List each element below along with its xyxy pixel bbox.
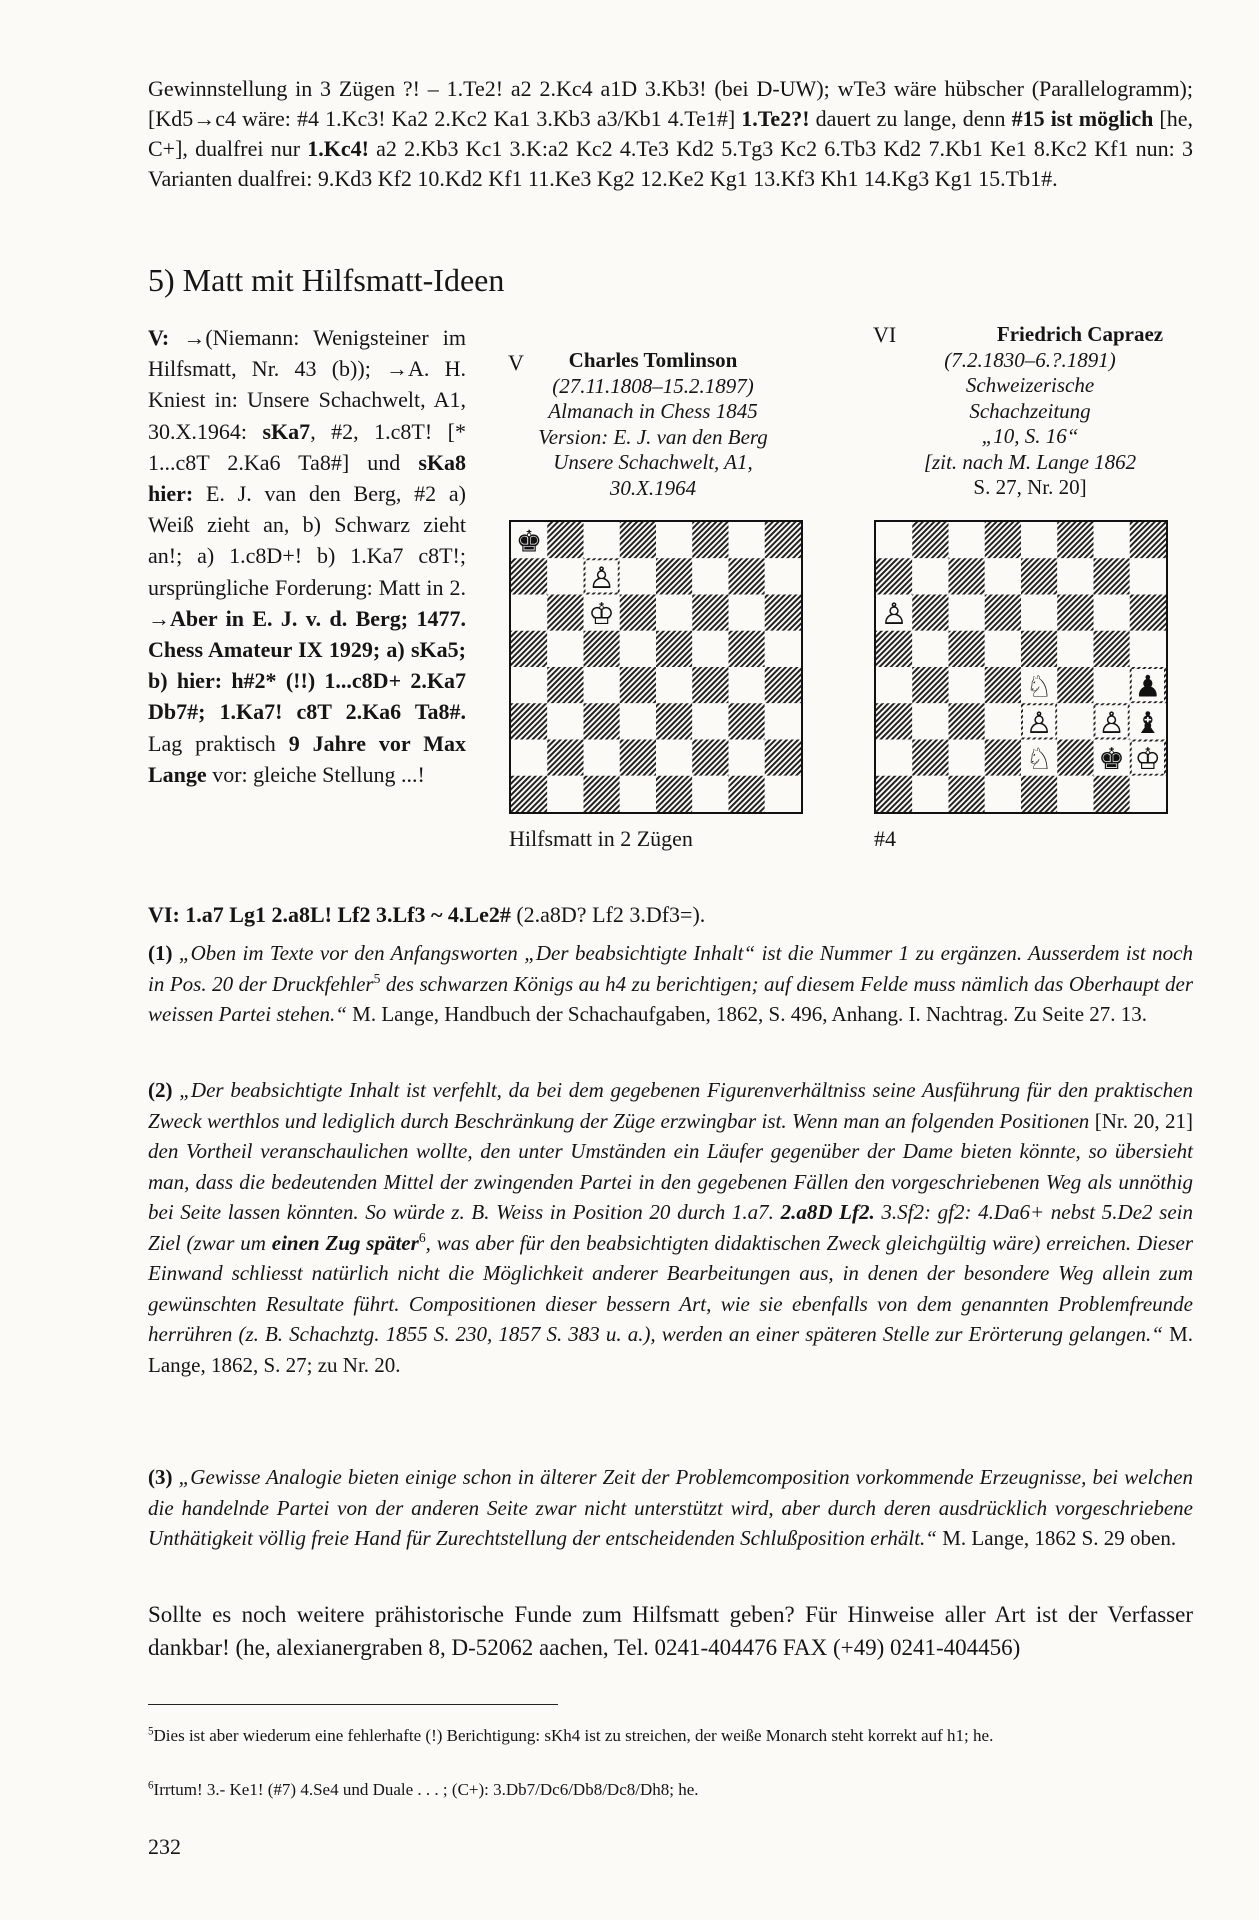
white-knight-e4: ♘ (1025, 669, 1053, 705)
diagram-v-header: Charles Tomlinson (27.11.1808–15.2.1897) Almanach in Chess 1845 Version: E. J. van den Berg Unsere Schachwelt, A1, 30.X.1964 (538, 348, 768, 500)
light-square (876, 740, 912, 776)
light-square (584, 740, 620, 776)
dark-square (949, 558, 985, 594)
light-square (656, 595, 692, 631)
diagram-v-stipulation: Hilfsmatt in 2 Zügen (509, 826, 693, 851)
dark-square (765, 667, 801, 703)
closing-paragraph: Sollte es noch weitere prähistorische Funde zum Hilfsmatt geben? Für Hinweise aller Art ist der Verfasser dankbar! (he, alexianergraben 8, D-52062 aachen, Tel. 0241-404476 FAX (+49) 0241-404456) (148, 1602, 1193, 1660)
light-square (985, 776, 1021, 812)
vi-solution: VI: 1.a7 Lg1 2.a8L! Lf2 3.Lf3 ~ 4.Le2# (2.a8D? Lf2 3.Df3=). (148, 902, 706, 927)
light-square (547, 776, 583, 812)
diagram-vi-number: VI (873, 322, 897, 347)
light-square (1130, 631, 1166, 667)
light-square (511, 667, 547, 703)
dark-square (1057, 740, 1093, 776)
light-square (1021, 522, 1057, 558)
light-square (656, 522, 692, 558)
white-pawn-e3: ♙ (1025, 705, 1053, 741)
dark-square (511, 776, 547, 812)
light-square (1021, 595, 1057, 631)
light-square (1057, 631, 1093, 667)
dark-square (692, 595, 728, 631)
white-pawn-g3: ♙ (1098, 705, 1125, 741)
dark-square (729, 703, 765, 739)
black-bishop-h3: ♝ (1134, 705, 1162, 741)
dark-square (692, 522, 728, 558)
diagram-vi-stipulation: #4 (874, 826, 896, 851)
light-square (729, 522, 765, 558)
light-square (765, 776, 801, 812)
dark-square (765, 595, 801, 631)
dark-square (765, 740, 801, 776)
light-square (765, 558, 801, 594)
dark-square (1094, 631, 1130, 667)
dark-square (1021, 776, 1057, 812)
light-square (985, 631, 1021, 667)
dark-square (656, 631, 692, 667)
light-square (620, 558, 656, 594)
light-square (985, 703, 1021, 739)
light-square (547, 558, 583, 594)
intro-paragraph: Gewinnstellung in 3 Zügen ?! – 1.Te2! a2 2.Kc4 a1D 3.Kb3! (bei D-UW); wTe3 wäre hübscher (Parallelogramm); [Kd5→c4 wäre: #4 1.Kc3! Ka2 2.Kc2 Ka1 3.Kb3 a3/Kb1 4.Te1#] 1.Te2?! dauert zu lange, denn #15 ist möglich [he, C+], dualfrei nur 1.Kc4! a2 2.Kb3 Kc1 3.K:a2 Kc2 4.Te3 Kd2 5.Tg3 Kc2 6.Tb3 Kd2 7.Kb1 Ke1 8.Kc2 Kf1 nun: 3 Varianten dualfrei: 9.Kd3 Kf2 10.Kd2 Kf1 11.Ke3 Kg2 12.Ke2 Kg1 13.Kf3 Kh1 14.Kg3 Kg1 15.Tb1#. (148, 76, 1194, 191)
dark-square (985, 595, 1021, 631)
light-square (1094, 667, 1130, 703)
white-pawn-a6: ♙ (880, 597, 908, 633)
white-king-h2: ♔ (1134, 742, 1162, 778)
light-square (692, 776, 728, 812)
light-square (620, 703, 656, 739)
light-square (912, 776, 948, 812)
dark-square (584, 776, 620, 812)
chessboard-vi (874, 520, 1168, 814)
dark-square (985, 522, 1021, 558)
dark-square (729, 558, 765, 594)
dark-square (912, 522, 948, 558)
dark-square (584, 703, 620, 739)
light-square (584, 522, 620, 558)
dark-square (692, 740, 728, 776)
dark-square (876, 631, 912, 667)
dark-square (620, 740, 656, 776)
dark-square (511, 703, 547, 739)
light-square (547, 703, 583, 739)
light-square (692, 558, 728, 594)
light-square (765, 703, 801, 739)
light-square (692, 631, 728, 667)
dark-square (876, 703, 912, 739)
light-square (876, 667, 912, 703)
white-king-c6: ♔ (588, 597, 615, 633)
light-square (729, 740, 765, 776)
dark-square (949, 776, 985, 812)
black-pawn-h4: ♟ (1134, 669, 1162, 705)
footnote-6: $^6$Irrtum! 3.- Ke1! (#7) 4.Se4 und Duale . . . ; (C+): 3.Db7/Dc6/Db8/Dc8/Dh8; he. (148, 1779, 699, 1799)
light-square (949, 667, 985, 703)
left-column-text: V: →(Niemann: Wenigsteiner im Hilfsmatt, Nr. 43 (b)); →A. H. Kniest in: Unsere Schachwelt, A1, 30.X.1964: sKa7, #2, 1.c8T! [* 1...c8T 2.Ka6 Ta8#] und sKa8 hier: E. J. van den Berg, #2 a) Weiß zieht an, b) Schwarz zieht an!; a) 1.c8D+! b) 1.Ka7 c8T!; ursprüngliche Forderung: Matt in 2. →Aber in E. J. v. d. Berg; 1477. Chess Amateur IX 1929; a) sKa5; b) hier: h#2* (!!) 1...c8D+ 2.Ka7 Db7#; 1.Ka7! c8T 2.Ka6 Ta8#. Lag praktisch 9 Jahre vor Max Lange vor: gleiche Stellung ...! (148, 325, 467, 787)
light-square (1130, 558, 1166, 594)
light-square (876, 522, 912, 558)
dark-square (985, 740, 1021, 776)
light-square (1057, 776, 1093, 812)
diagram-v-number: V (508, 350, 524, 375)
page-number: 232 (148, 1834, 181, 1859)
light-square (511, 595, 547, 631)
light-square (912, 558, 948, 594)
light-square (729, 667, 765, 703)
dark-square (511, 631, 547, 667)
chessboard-v (509, 520, 803, 814)
dark-square (656, 703, 692, 739)
white-pawn-c7: ♙ (588, 560, 615, 596)
light-square (692, 703, 728, 739)
dark-square (584, 631, 620, 667)
dark-square (620, 522, 656, 558)
footnote-5: $^5$Dies ist aber wiederum eine fehlerhafte (!) Berichtigung: sKh4 ist zu streichen, der weiße Monarch steht korrekt auf h1; he. (148, 1725, 994, 1745)
light-square (1057, 703, 1093, 739)
light-square (547, 631, 583, 667)
dark-square (547, 667, 583, 703)
light-square (1057, 558, 1093, 594)
light-square (1130, 776, 1166, 812)
light-square (1094, 595, 1130, 631)
dark-square (912, 740, 948, 776)
dark-square (620, 595, 656, 631)
diagram-vi-header: Friedrich Capraez (7.2.1830–6.?.1891) Schweizerische Schachzeitung „10, S. 16“ [zit. nach M. Lange 1862 S. 27, Nr. 20] (923, 322, 1164, 499)
dark-square (692, 667, 728, 703)
dark-square (1130, 522, 1166, 558)
dark-square (1057, 595, 1093, 631)
dark-square (729, 631, 765, 667)
light-square (765, 631, 801, 667)
dark-square (1094, 558, 1130, 594)
dark-square (547, 740, 583, 776)
dark-square (1057, 522, 1093, 558)
light-square (912, 631, 948, 667)
dark-square (985, 667, 1021, 703)
dark-square (949, 631, 985, 667)
note-1: (1) „Oben im Texte vor den Anfangsworten „Der beabsichtigte Inhalt“ ist die Nummer 1 zu ergänzen. Ausserdem ist noch in Pos. 20 der Druckfehler$^5$ des schwarzen Königs au h4 zu berichtigen; auf diesem Felde muss nämlich das Oberhaupt der weissen Partei stehen.“ M. Lange, Handbuch der Schachaufgaben, 1862, S. 496, Anhang. I. Nachtrag. Zu Seite 27. 13. (148, 941, 1193, 1026)
light-square (511, 740, 547, 776)
dark-square (656, 776, 692, 812)
light-square (584, 667, 620, 703)
light-square (729, 595, 765, 631)
footnote-rule (148, 1704, 558, 1705)
dark-square (620, 667, 656, 703)
black-king-g2: ♚ (1098, 742, 1125, 778)
dark-square (949, 703, 985, 739)
light-square (949, 740, 985, 776)
bvi-svg (876, 522, 1166, 812)
dark-square (1094, 776, 1130, 812)
dark-square (765, 522, 801, 558)
dark-square (1021, 631, 1057, 667)
dark-square (547, 595, 583, 631)
dark-square (1130, 595, 1166, 631)
bv-svg (511, 522, 801, 812)
dark-square (1021, 558, 1057, 594)
light-square (985, 558, 1021, 594)
dark-square (656, 558, 692, 594)
dark-square (876, 776, 912, 812)
dark-square (547, 522, 583, 558)
light-square (620, 631, 656, 667)
dark-square (1057, 667, 1093, 703)
light-square (949, 522, 985, 558)
dark-square (912, 667, 948, 703)
white-knight-e2: ♘ (1025, 742, 1053, 778)
dark-square (912, 595, 948, 631)
note-3: (3) „Gewisse Analogie bieten einige schon in älterer Zeit der Problemcomposition vorkommende Erzeugnisse, bei welchen die handelnde Partei von der anderen Seite zwar nicht unterstützt wird, aber durch deren ausdrücklich vorgeschriebene Unthätigkeit völlig freie Hand für Zurechtstellung der entscheidenden Schlußposition erhält.“ M. Lange, 1862 S. 29 oben. (148, 1465, 1194, 1550)
dark-square (511, 558, 547, 594)
section-heading: 5) Matt mit Hilfsmatt-Ideen (148, 262, 505, 298)
light-square (620, 776, 656, 812)
light-square (1094, 522, 1130, 558)
light-square (949, 595, 985, 631)
dark-square (729, 776, 765, 812)
light-square (656, 740, 692, 776)
light-square (912, 703, 948, 739)
dark-square (876, 558, 912, 594)
note-2: (2) „Der beabsichtigte Inhalt ist verfehlt, da bei dem gegebenen Figurenverhältniss seine Ausführung für den praktischen Zweck werthlos und lediglich durch Beschränkung der Züge erzwingbar ist. Wenn man an folgenden Positionen [Nr. 20, 21] den Vortheil veranschaulichen wollte, den unter Umständen ein Läufer gegenüber der Dame bieten könnte, so übersieht man, dass die bedeutenden Mittel der zwingenden Partei in den gegebenen Fällen den vorgeschriebenen Weg als unnöthig bei Seite lassen könnten. So würde z. B. Weiss in Position 20 durch 1.a7. 2.a8D Lf2. 3.Sf2: gf2: 4.Da6+ nebst 5.De2 sein Ziel (zwar um einen Zug später$^6$, was aber für den beabsichtigten didaktischen Zweck gleichgültig wäre) erreichen. Dieser Einwand schliesst natürlich nicht die Möglichkeit anderer Bearbeitungen aus, in denen der besondere Weg allein zum gewünschten Resultate führt. Compositionen dieser bessern Art, wie sie ebenfalls von dem genannten Problemfreunde herrühren (z. B. Schachztg. 1855 S. 230, 1857 S. 383 u. a.), werden an einer späteren Stelle zur Erörterung gelangen.“ M. Lange, 1862, S. 27; zu Nr. 20. (148, 1078, 1193, 1377)
light-square (656, 667, 692, 703)
black-king-a8: ♚ (515, 524, 543, 560)
